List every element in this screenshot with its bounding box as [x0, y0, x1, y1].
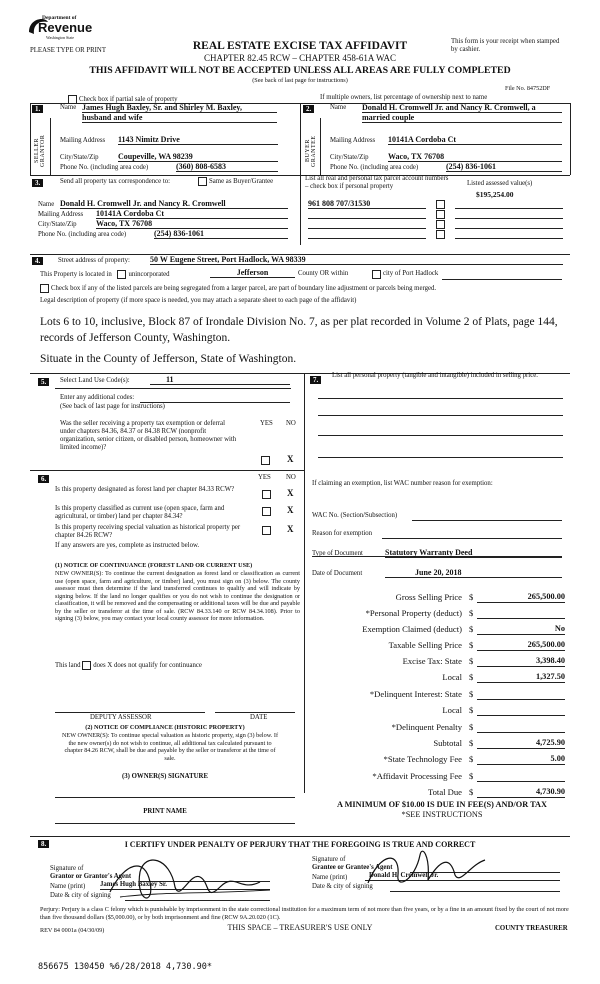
corr-name[interactable]: Donald H. Cromwell Jr. and Nancy R. Cromwell	[60, 199, 288, 209]
section-4-badge: 4.	[32, 256, 43, 265]
parcel-3-personal-checkbox[interactable]	[436, 220, 445, 229]
reason-label: Reason for exemption	[312, 530, 373, 537]
fee-dollar-sign: $	[469, 689, 474, 699]
grantor-name-label: Name (print)	[50, 883, 86, 890]
buyer-name-label: Name	[330, 104, 347, 111]
does-qualify-checkbox[interactable]	[82, 661, 91, 670]
print-name-label: PRINT NAME	[143, 808, 187, 815]
grantor-signature-image	[100, 852, 290, 912]
grantee-signature-image	[360, 845, 510, 893]
buyer-city-label: City/State/Zip	[330, 154, 369, 161]
grantee-date-label: Date & city of signing	[312, 883, 373, 890]
buyer-name-line1[interactable]: Donald H. Cromwell Jr. and Nancy R. Cromwell, a	[362, 103, 562, 113]
fee-value-delinq-penalty[interactable]	[477, 722, 565, 733]
fee-value-delinq-local[interactable]	[477, 705, 565, 716]
land-use-see-back: (See back of last page for instructions)	[60, 403, 165, 410]
corr-phone-label: Phone No. (including area code)	[38, 231, 127, 238]
perjury-notice: Perjury: Perjury is a class C felony which is punishable by imprisonment in the state correctional institution for a maximum term of not more than five years, or by a fine in an amount fixed by the court of not more than five thousand dollars ($5,000.00), or by both imprisonment and fine (RCW 9A.20.020 (1C).	[40, 906, 569, 921]
segregated-row: Check box if any of the listed parcels are being segregated from a larger parcel, are part of boundary line adjustment or parcels being merged.	[40, 284, 436, 293]
legal-label: Legal description of property (if more space is needed, you may attach a separate sheet to each page of the affidavit)	[40, 297, 357, 304]
fee-value-delinq-state[interactable]	[477, 689, 565, 700]
fee-dollar-sign: $	[469, 640, 474, 650]
fee-dollar-sign: $	[469, 771, 474, 781]
buyer-name-line2[interactable]: married couple	[362, 113, 562, 123]
doc-type-label: Type of Document	[312, 550, 363, 557]
seller-side-label: SELLER GRANTOR	[34, 134, 46, 168]
fee-label-local: Local	[442, 672, 462, 682]
same-as-buyer-row: Same as Buyer/Grantee	[198, 177, 273, 186]
rev-number: REV 84 0001a (04/30/09)	[40, 927, 105, 934]
legal-line-2: records of Jefferson County, Washington.	[40, 332, 231, 344]
grantor-agent-label: Grantor or Grantor's Agent	[50, 873, 132, 880]
fee-label-delinq-penalty: *Delinquent Penalty	[391, 722, 462, 732]
current-use-no-mark[interactable]: X	[287, 505, 294, 515]
fee-label-delinq-local: Local	[442, 705, 462, 715]
fee-value-local[interactable]: 1,327.50	[477, 672, 565, 683]
fee-dollar-sign: $	[469, 624, 474, 634]
historic-question: Is this property receiving special valuation as historical property per chapter 84.26 RCW?	[55, 524, 241, 539]
legal-line-3: Situate in the County of Jefferson, State of Washington.	[40, 353, 297, 365]
section-5-badge: 5.	[38, 377, 49, 386]
qualify-row: This land does X does not qualify for continuance	[55, 662, 202, 670]
fee-label-total: Total Due	[427, 787, 462, 797]
parcel-number-1[interactable]: 961 808 707/31530	[308, 199, 426, 209]
fee-value-personal[interactable]	[477, 608, 565, 619]
owner-signature-label: (3) OWNER(S) SIGNATURE	[122, 773, 208, 780]
yes-header-6: YES	[258, 474, 271, 481]
receipt-note: This form is your receipt when stamped by cashier.	[451, 38, 560, 53]
fee-dollar-sign: $	[469, 722, 474, 732]
fee-dollar-sign: $	[469, 608, 474, 618]
exemption-wac-label: If claiming an exemption, list WAC number reason for exemption:	[312, 480, 493, 487]
if-yes-note: If any answers are yes, complete as instructed below.	[55, 542, 200, 549]
buyer-mailing-label: Mailing Address	[330, 137, 376, 144]
seller-mailing-label: Mailing Address	[60, 137, 106, 144]
see-back: (See back of last page for instructions)	[252, 77, 348, 84]
fee-label-affidavit-fee: *Affidavit Processing Fee	[372, 771, 462, 781]
section-8-badge: 8.	[38, 839, 49, 848]
seller-city[interactable]: Coupeville, WA 98239	[118, 152, 278, 162]
seller-city-label: City/State/Zip	[60, 154, 99, 161]
minimum-note: A MINIMUM OF $10.00 IS DUE IN FEE(S) AND/OR TAX	[336, 800, 548, 809]
fee-value-excise-state[interactable]: 3,398.40	[477, 656, 565, 667]
assessed-value-1[interactable]: $195,254.00	[476, 190, 514, 199]
section-6-badge: 6.	[38, 474, 49, 483]
file-number: File No. 84752DF	[505, 85, 551, 92]
additional-codes-label: Enter any additional codes:	[60, 394, 135, 401]
historic-no-mark[interactable]: X	[287, 524, 294, 534]
doc-date[interactable]: June 20, 2018	[385, 568, 562, 578]
seller-name-line2[interactable]: husband and wife	[82, 113, 277, 123]
parcel-2-personal-checkbox[interactable]	[436, 210, 445, 219]
doc-date-label: Date of Document	[312, 570, 363, 577]
fee-label-gross: Gross Selling Price	[395, 592, 462, 602]
corr-mailing-label: Mailing Address	[38, 211, 84, 218]
parcel-4-personal-checkbox[interactable]	[436, 230, 445, 239]
street-address[interactable]: 50 W Eugene Street, Port Hadlock, WA 98339	[150, 255, 563, 265]
fee-dollar-sign: $	[469, 592, 474, 602]
county-label: County OR within	[298, 270, 349, 277]
corr-city-label: City/State/Zip	[38, 221, 77, 228]
logo-state: Washington State	[46, 35, 75, 40]
fee-label-delinq-state: *Delinquent Interest: State	[369, 689, 462, 699]
section-1-badge: 1.	[32, 104, 43, 113]
fee-label-exemption: Exemption Claimed (deduct)	[362, 624, 462, 634]
corr-city[interactable]: Waco, TX 76708	[96, 219, 288, 229]
forest-question: Is this property designated as forest land per chapter 84.33 RCW?	[55, 486, 235, 493]
segregated-checkbox[interactable]	[40, 284, 49, 293]
section-3-badge: 3.	[32, 178, 43, 187]
form-chapter: CHAPTER 82.45 RCW – CHAPTER 458-61A WAC	[204, 53, 396, 63]
form-warning: THIS AFFIDAVIT WILL NOT BE ACCEPTED UNLESS ALL AREAS ARE FULLY COMPLETED	[89, 65, 511, 76]
fee-value-gross[interactable]: 265,500.00	[477, 592, 565, 603]
date-label: DATE	[250, 714, 268, 721]
fee-value-exemption[interactable]: No	[477, 624, 565, 635]
seller-mailing[interactable]: 1143 Nimitz Drive	[118, 135, 278, 145]
county-name[interactable]: Jefferson	[210, 268, 295, 278]
fee-dollar-sign: $	[469, 787, 474, 797]
exemption-question: Was the seller receiving a property tax exemption or deferral under chapters 84.36, 84.37 or 84.38 RCW (nonprofit organization, senior citizen, or disabled person, homeowner with limited income)?	[60, 420, 237, 451]
land-use-label: Select Land Use Code(s):	[60, 377, 130, 384]
parcels-header: List all real and personal tax parcel account numbers – check box if personal property	[305, 175, 449, 190]
correspondence-label: Send all property tax correspondence to:	[60, 178, 171, 185]
treasurer-space: THIS SPACE – TREASURER'S USE ONLY	[227, 923, 373, 932]
exemption-no-mark[interactable]: X	[287, 454, 294, 464]
unincorporated-checkbox[interactable]	[117, 270, 126, 279]
seller-phone[interactable]: (360) 808-6583	[176, 162, 278, 172]
fee-dollar-sign: $	[469, 754, 474, 764]
buyer-city[interactable]: Waco, TX 76708	[388, 152, 562, 162]
grantee-sig-label: Signature of	[312, 856, 346, 863]
corr-name-label: Name	[38, 201, 55, 208]
forest-no-mark[interactable]: X	[287, 488, 294, 498]
fee-dollar-sign: $	[469, 738, 474, 748]
fee-label-tech-fee: *State Technology Fee	[383, 754, 462, 764]
fee-value-total[interactable]: 4,730.90	[477, 787, 565, 798]
fee-dollar-sign: $	[469, 705, 474, 715]
grantor-print-name[interactable]: James Hugh Baxley Sr.	[100, 881, 270, 890]
certify-statement: I CERTIFY UNDER PENALTY OF PERJURY THAT THE FOREGOING IS TRUE AND CORRECT	[124, 840, 476, 849]
grantor-sig-label: Signature of	[50, 865, 84, 872]
wac-no-label: WAC No. (Section/Subsection)	[312, 512, 398, 519]
forest-yes-checkbox[interactable]	[262, 490, 271, 499]
seller-name-line1[interactable]: James Hugh Baxley, Sr. and Shirley M. Baxley,	[82, 103, 277, 113]
notice-continuance-title: (1) NOTICE OF CONTINUANCE (FOREST LAND OR CURRENT USE)	[55, 562, 253, 569]
fee-value-tech-fee[interactable]: 5.00	[477, 754, 565, 765]
county-treasurer: COUNTY TREASURER	[495, 925, 568, 932]
doc-type[interactable]: Statutory Warranty Deed	[385, 548, 562, 558]
fee-label-taxable: Taxable Selling Price	[388, 640, 462, 650]
parcel-1-personal-checkbox[interactable]	[436, 200, 445, 209]
personal-property-label: List all personal property (tangible and intangible) included in selling price.	[332, 372, 538, 379]
deputy-assessor-label: DEPUTY ASSESSOR	[90, 714, 152, 721]
current-use-question: Is this property classified as current use (open space, farm and agricultural, or timber) land per chapter 84.34?	[55, 505, 225, 520]
multiple-owners-note: If multiple owners, list percentage of ownership next to name	[320, 94, 488, 101]
no-header-6: NO	[286, 474, 296, 481]
section-7-badge: 7.	[310, 375, 321, 384]
exemption-yes-checkbox[interactable]	[261, 456, 270, 465]
buyer-phone[interactable]: (254) 836-1061	[446, 162, 562, 172]
logo-dept: Department of	[42, 15, 77, 21]
logo-revenue: Revenue	[38, 20, 93, 35]
grantee-agent-label: Grantee or Grantee's Agent	[312, 864, 393, 871]
buyer-mailing[interactable]: 10141A Cordoba Ct	[388, 135, 562, 145]
yes-header-5: YES	[260, 420, 273, 427]
located-row: This Property is located in unincorporated	[40, 271, 170, 279]
form-title: REAL ESTATE EXCISE TAX AFFIDAVIT	[192, 40, 408, 52]
partial-sale-label: Check box if partial sale of property	[79, 96, 178, 104]
fee-dollar-sign: $	[469, 656, 474, 666]
fee-label-excise-state: Excise Tax: State	[402, 656, 462, 666]
land-use-code[interactable]: 11	[150, 375, 290, 385]
no-header-5: NO	[286, 420, 296, 427]
section-2-badge: 2.	[303, 104, 314, 113]
fee-value-subtotal[interactable]: 4,725.90	[477, 738, 565, 749]
buyer-side-label: BUYER GRANTEE	[305, 135, 317, 167]
assessed-header: Listed assessed value(s)	[467, 180, 533, 187]
fee-label-personal: *Personal Property (deduct)	[365, 608, 462, 618]
street-label: Street address of property:	[58, 257, 130, 264]
fee-dollar-sign: $	[469, 672, 474, 682]
corr-phone[interactable]: (254) 836-1061	[154, 229, 288, 239]
grantor-date-label: Date & city of signing	[50, 892, 111, 899]
same-as-buyer-checkbox[interactable]	[198, 177, 207, 186]
buyer-phone-label: Phone No. (including area code)	[330, 164, 419, 171]
grantee-name-label: Name (print)	[312, 874, 348, 881]
seller-name-label: Name	[60, 104, 77, 111]
seller-phone-label: Phone No. (including area code)	[60, 164, 149, 171]
fee-label-subtotal: Subtotal	[433, 738, 462, 748]
see-instructions: *SEE INSTRUCTIONS	[401, 810, 483, 819]
corr-mailing[interactable]: 10141A Cordoba Ct	[96, 209, 288, 219]
treasurer-stamp: 856675 130450 %6/28/2018 4,730.90*	[38, 962, 212, 972]
current-use-yes-checkbox[interactable]	[262, 507, 271, 516]
historic-yes-checkbox[interactable]	[262, 526, 271, 535]
fee-value-affidavit-fee[interactable]	[477, 771, 565, 782]
notice-compliance-text: NEW OWNER(S): To continue special valuation as historic property, sign (3) below. If the new owner(s) do not wish to continue, all additional tax calculated pursuant to chapter 84.26 RCW, shall be due and payable by the seller or transferor at the time of sale.	[61, 732, 279, 762]
city-checkbox[interactable]	[372, 270, 381, 279]
fee-value-taxable[interactable]: 265,500.00	[477, 640, 565, 651]
legal-line-1: Lots 6 to 10, inclusive, Block 87 of Irondale Division No. 7, as per plat recorded in Volume 2 of Plats, page 144,	[40, 316, 558, 328]
grantee-print-name[interactable]: Donald H. Cromwell Jr.	[365, 872, 560, 881]
notice-continuance-text: NEW OWNER(S): To continue the current designation as forest land or classification as current use (open space, farm and agriculture, or timber) land, you must sign on (3) below. The county assessor must then determine if the land transferred continues to qualify and will indicate by signing below. If the land no longer qualifies or you do not wish to continue the designation or classification, it will be removed and the compensating or additional taxes will be due and payable by the seller or transferor at the time of sale. (RCW 84.33.140 or RCW 84.34.108). Prior to signing (3) below, you may contact your local county assessor for more information.	[55, 570, 300, 622]
type-or-print: PLEASE TYPE OR PRINT	[30, 47, 106, 54]
notice-compliance-title: (2) NOTICE OF COMPLIANCE (HISTORIC PROPERTY)	[85, 724, 245, 731]
city-of-label: city of Port Hadlock	[383, 270, 439, 277]
